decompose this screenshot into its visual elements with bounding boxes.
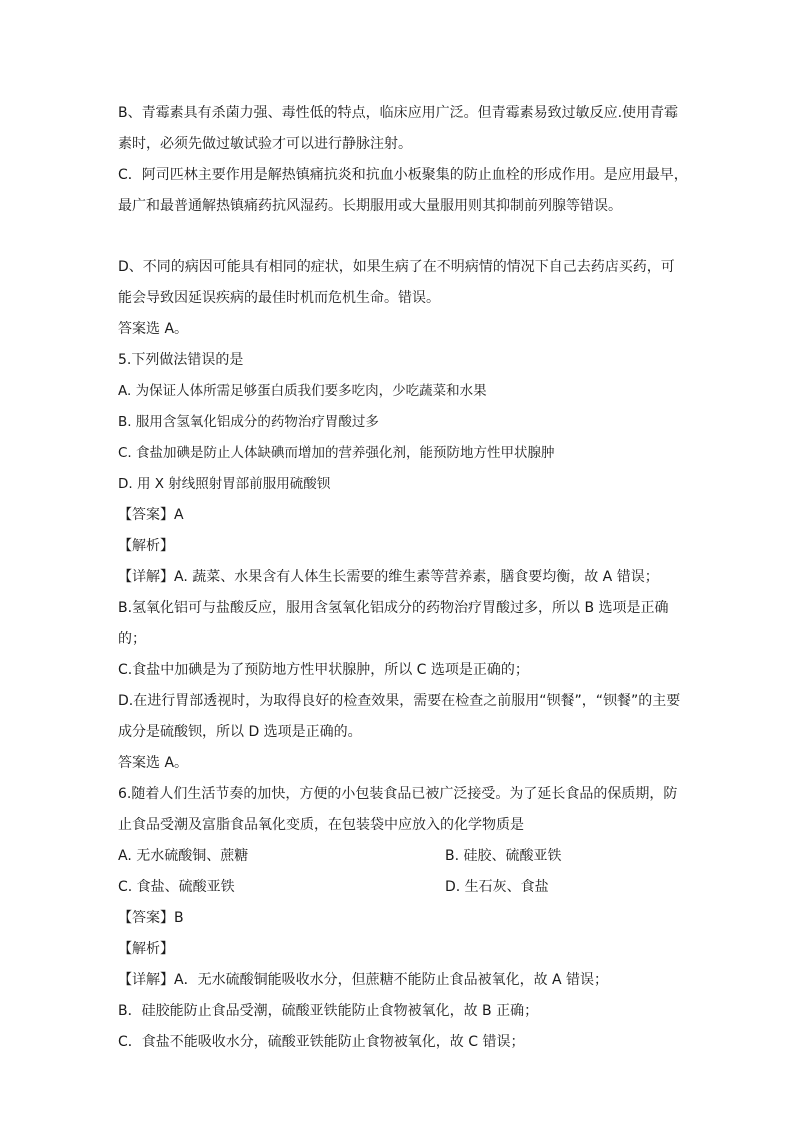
q5-option-a: A. 为保证人体所需足够蛋白质我们要多吃肉，少吃蔬菜和水果 <box>118 383 487 399</box>
text-line: B、青霉素具有杀菌力强、毒性低的特点，临床应用广泛。但青霉素易致过敏反应.使用青霉 <box>118 105 679 121</box>
explanation-line: C．食盐不能吸收水分，硫酸亚铁能防止食物被氧化，故 C 错误； <box>118 1034 525 1050</box>
explanation-line: 成分是硫酸钡，所以 D 选项是正确的。 <box>118 724 362 740</box>
question-6-cont: 止食品受潮及富脂食品氧化变质，在包装袋中应放入的化学物质是 <box>118 817 524 833</box>
q6-option-d: D. 生石灰、食盐 <box>445 879 549 895</box>
answer-label: 【答案】A <box>118 507 184 523</box>
q5-option-c: C. 食盐加碘是防止人体缺碘而增加的营养强化剂，能预防地方性甲状腺肿 <box>118 445 555 461</box>
text-line: D、不同的病因可能具有相同的症状，如果生病了在不明病情的情况下自己去药店买药，可 <box>118 259 675 275</box>
explanation-line: 【详解】A．无水硫酸铜能吸收水分，但蔗糖不能防止食品被氧化，故 A 错误； <box>118 972 609 988</box>
explanation-line: 的； <box>118 631 146 647</box>
answer-label: 【答案】B <box>118 910 184 926</box>
q5-option-d: D. 用 X 射线照射胃部前服用硫酸钡 <box>118 476 331 492</box>
text-line: 素时，必须先做过敏试验才可以进行静脉注射。 <box>118 136 412 152</box>
answer-line: 答案选 A。 <box>118 321 189 337</box>
question-5: 5.下列做法错误的是 <box>118 352 244 368</box>
explanation-line: B．硅胶能防止食品受潮，硫酸亚铁能防止食物被氧化，故 B 正确； <box>118 1003 539 1019</box>
text-line: 最广和最普通解热镇痛药抗风湿药。长期服用或大量服用则其抑制前列腺等错误。 <box>118 198 622 214</box>
explanation-line: D.在进行胃部透视时，为取得良好的检查效果，需要在检查之前服用“钡餐”，“钡餐”的主要 <box>118 693 681 709</box>
question-6: 6.随着人们生活节奏的加快，方便的小包装食品已被广泛接受。为了延长食品的保质期，防 <box>118 786 678 802</box>
text-line: C．阿司匹林主要作用是解热镇痛抗炎和抗血小板聚集的防止血栓的形成作用。是应用最早， <box>118 167 688 183</box>
text-line: 能会导致因延误疾病的最佳时机而危机生命。错误。 <box>118 290 440 306</box>
answer-line: 答案选 A。 <box>118 755 189 771</box>
analysis-label: 【解析】 <box>118 538 174 554</box>
explanation-line: C.食盐中加碘是为了预防地方性甲状腺肿，所以 C 选项是正确的； <box>118 662 529 678</box>
q6-option-a: A. 无水硫酸铜、蔗糖 <box>118 848 249 864</box>
explanation-line: 【详解】A. 蔬菜、水果含有人体生长需要的维生素等营养素，膳食要均衡，故 A 错误； <box>118 569 659 585</box>
analysis-label: 【解析】 <box>118 941 174 957</box>
q6-option-c: C. 食盐、硫酸亚铁 <box>118 879 235 895</box>
explanation-line: B.氢氧化铝可与盐酸反应，服用含氢氧化铝成分的药物治疗胃酸过多，所以 B 选项是正确 <box>118 600 669 616</box>
q5-option-b: B. 服用含氢氧化铝成分的药物治疗胃酸过多 <box>118 414 379 430</box>
q6-option-b: B. 硅胶、硫酸亚铁 <box>445 848 562 864</box>
